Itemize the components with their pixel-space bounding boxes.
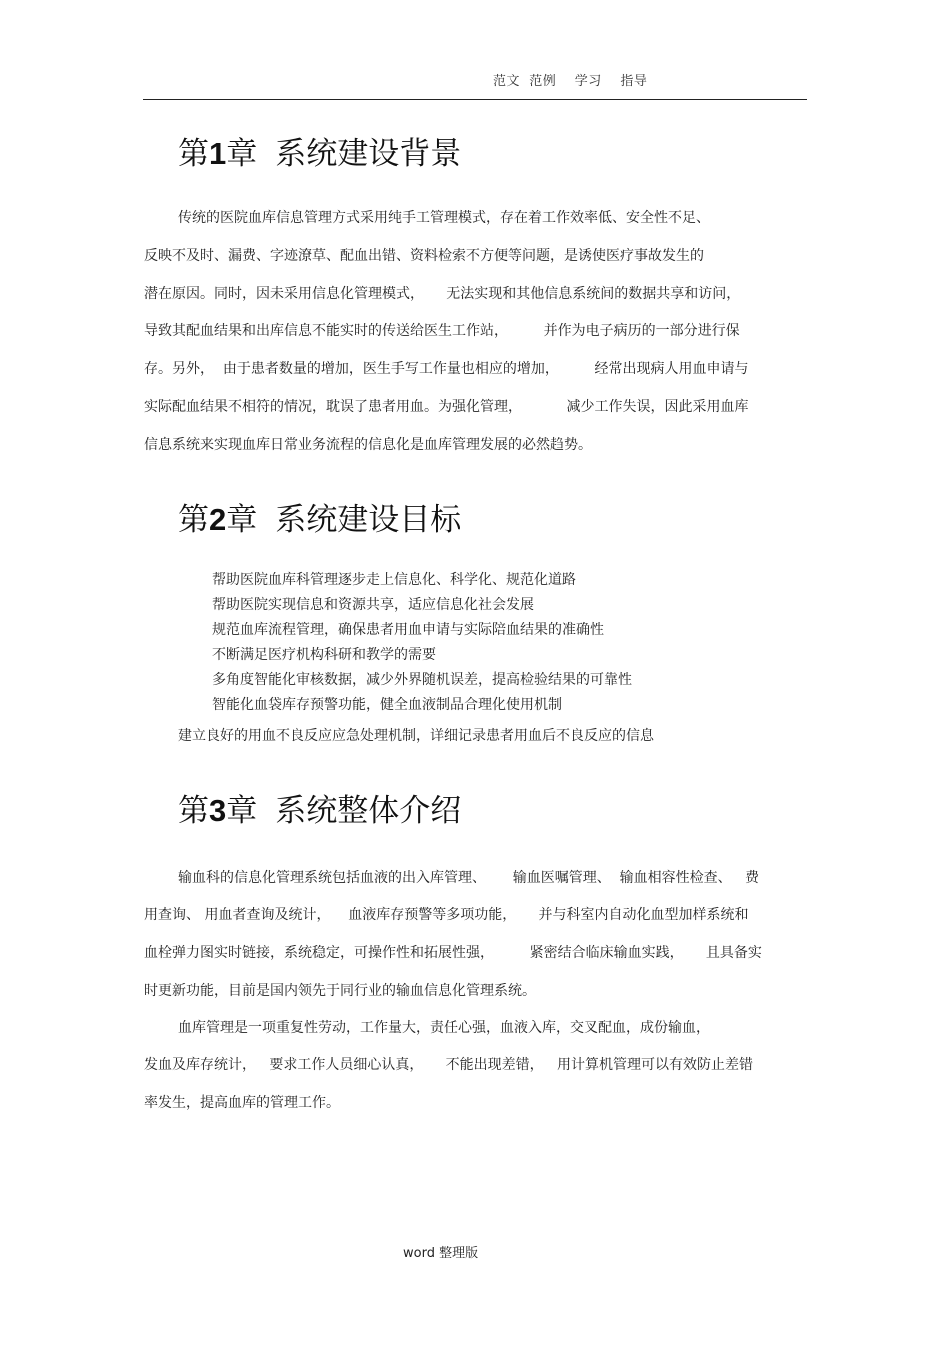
goal-item: 帮助医院实现信息和资源共享，适应信息化社会发展 (212, 597, 534, 613)
chapter-1-line: 信息系统来实现血库日常业务流程的信息化是血库管理发展的必然趋势。 (144, 437, 592, 453)
chapter-2-title: 系统建设目标 (275, 502, 462, 538)
chapter-1-line: 实际配血结果不相符的情况，耽误了患者用血。为强化管理， 减少工作失误，因此采用血库 (144, 399, 749, 415)
header-rule (143, 99, 807, 100)
chapter-3-prefix: 第 (178, 793, 209, 829)
goal-item: 规范血库流程管理，确保患者用血申请与实际陪血结果的准确性 (212, 622, 604, 638)
chapter-3-line: 用查询、 用血者查询及统计， 血液库存预警等多项功能， 并与科室内自动化血型加样系统和 (144, 907, 749, 923)
chapter-2-prefix: 第 (178, 502, 209, 538)
chapter-2-heading (178, 494, 461, 539)
chapter-3-line: 血栓弹力图实时链接，系统稳定，可操作性和拓展性强， 紧密结合临床输血实践， 且具备实 (144, 945, 762, 961)
chapter-1-line: 反映不及时、漏费、字迹潦草、配血出错、资料检索不方便等问题，是诱使医疗事故发生的 (144, 248, 704, 264)
goal-item: 帮助医院血库科管理逐步走上信息化、科学化、规范化道路 (212, 572, 576, 588)
chapter-3-line: 时更新功能，目前是国内领先于同行业的输血信息化管理系统。 (144, 983, 536, 999)
chapter-1-line: 导致其配血结果和出库信息不能实时的传送给医生工作站， 并作为电子病历的一部分进行保 (144, 323, 740, 339)
chapter-3-line: 率发生，提高血库的管理工作。 (144, 1095, 340, 1111)
chapter-3-heading (178, 785, 461, 830)
chapter-3-line: 血库管理是一项重复性劳动，工作量大，责任心强，血液入库，交叉配血，成份输血， (178, 1020, 710, 1036)
header-text: 范文 范例 学习 指导 (493, 74, 648, 89)
chapter-2-number: 2 (209, 502, 227, 537)
goal-item: 多角度智能化审核数据，减少外界随机误差，提高检验结果的可靠性 (212, 672, 632, 688)
chapter-1-prefix: 第 (178, 136, 209, 172)
chapter-1-title: 系统建设背景 (275, 136, 462, 172)
chapter-1-line: 传统的医院血库信息管理方式采用纯手工管理模式，存在着工作效率低、安全性不足、 (178, 210, 710, 226)
chapter-1-line: 潜在原因。同时，因未采用信息化管理模式， 无法实现和其他信息系统间的数据共享和访问， (144, 286, 741, 302)
goal-item: 不断满足医疗机构科研和教学的需要 (212, 647, 436, 663)
chapter-2-suffix: 章 (226, 502, 258, 538)
goal-item: 智能化血袋库存预警功能，健全血液制品合理化使用机制 (212, 697, 562, 713)
chapter-3-title: 系统整体介绍 (275, 793, 462, 829)
chapter-1-suffix: 章 (226, 136, 258, 172)
chapter-1-line: 存。另外， 由于患者数量的增加，医生手写工作量也相应的增加， 经常出现病人用血申请与 (144, 361, 749, 377)
goal-item: 建立良好的用血不良反应应急处理机制，详细记录患者用血后不良反应的信息 (178, 728, 654, 744)
chapter-3-line: 发血及库存统计， 要求工作人员细心认真， 不能出现差错， 用计算机管理可以有效防止差错 (144, 1057, 753, 1073)
chapter-3-suffix: 章 (226, 793, 258, 829)
page-footer: word 整理版 (403, 1246, 479, 1261)
chapter-1-heading (178, 128, 461, 173)
chapter-3-number: 3 (209, 793, 227, 828)
chapter-1-number: 1 (209, 136, 227, 171)
chapter-3-line: 输血科的信息化管理系统包括血液的出入库管理、 输血医嘱管理、 输血相容性检查、 费 (178, 870, 759, 886)
